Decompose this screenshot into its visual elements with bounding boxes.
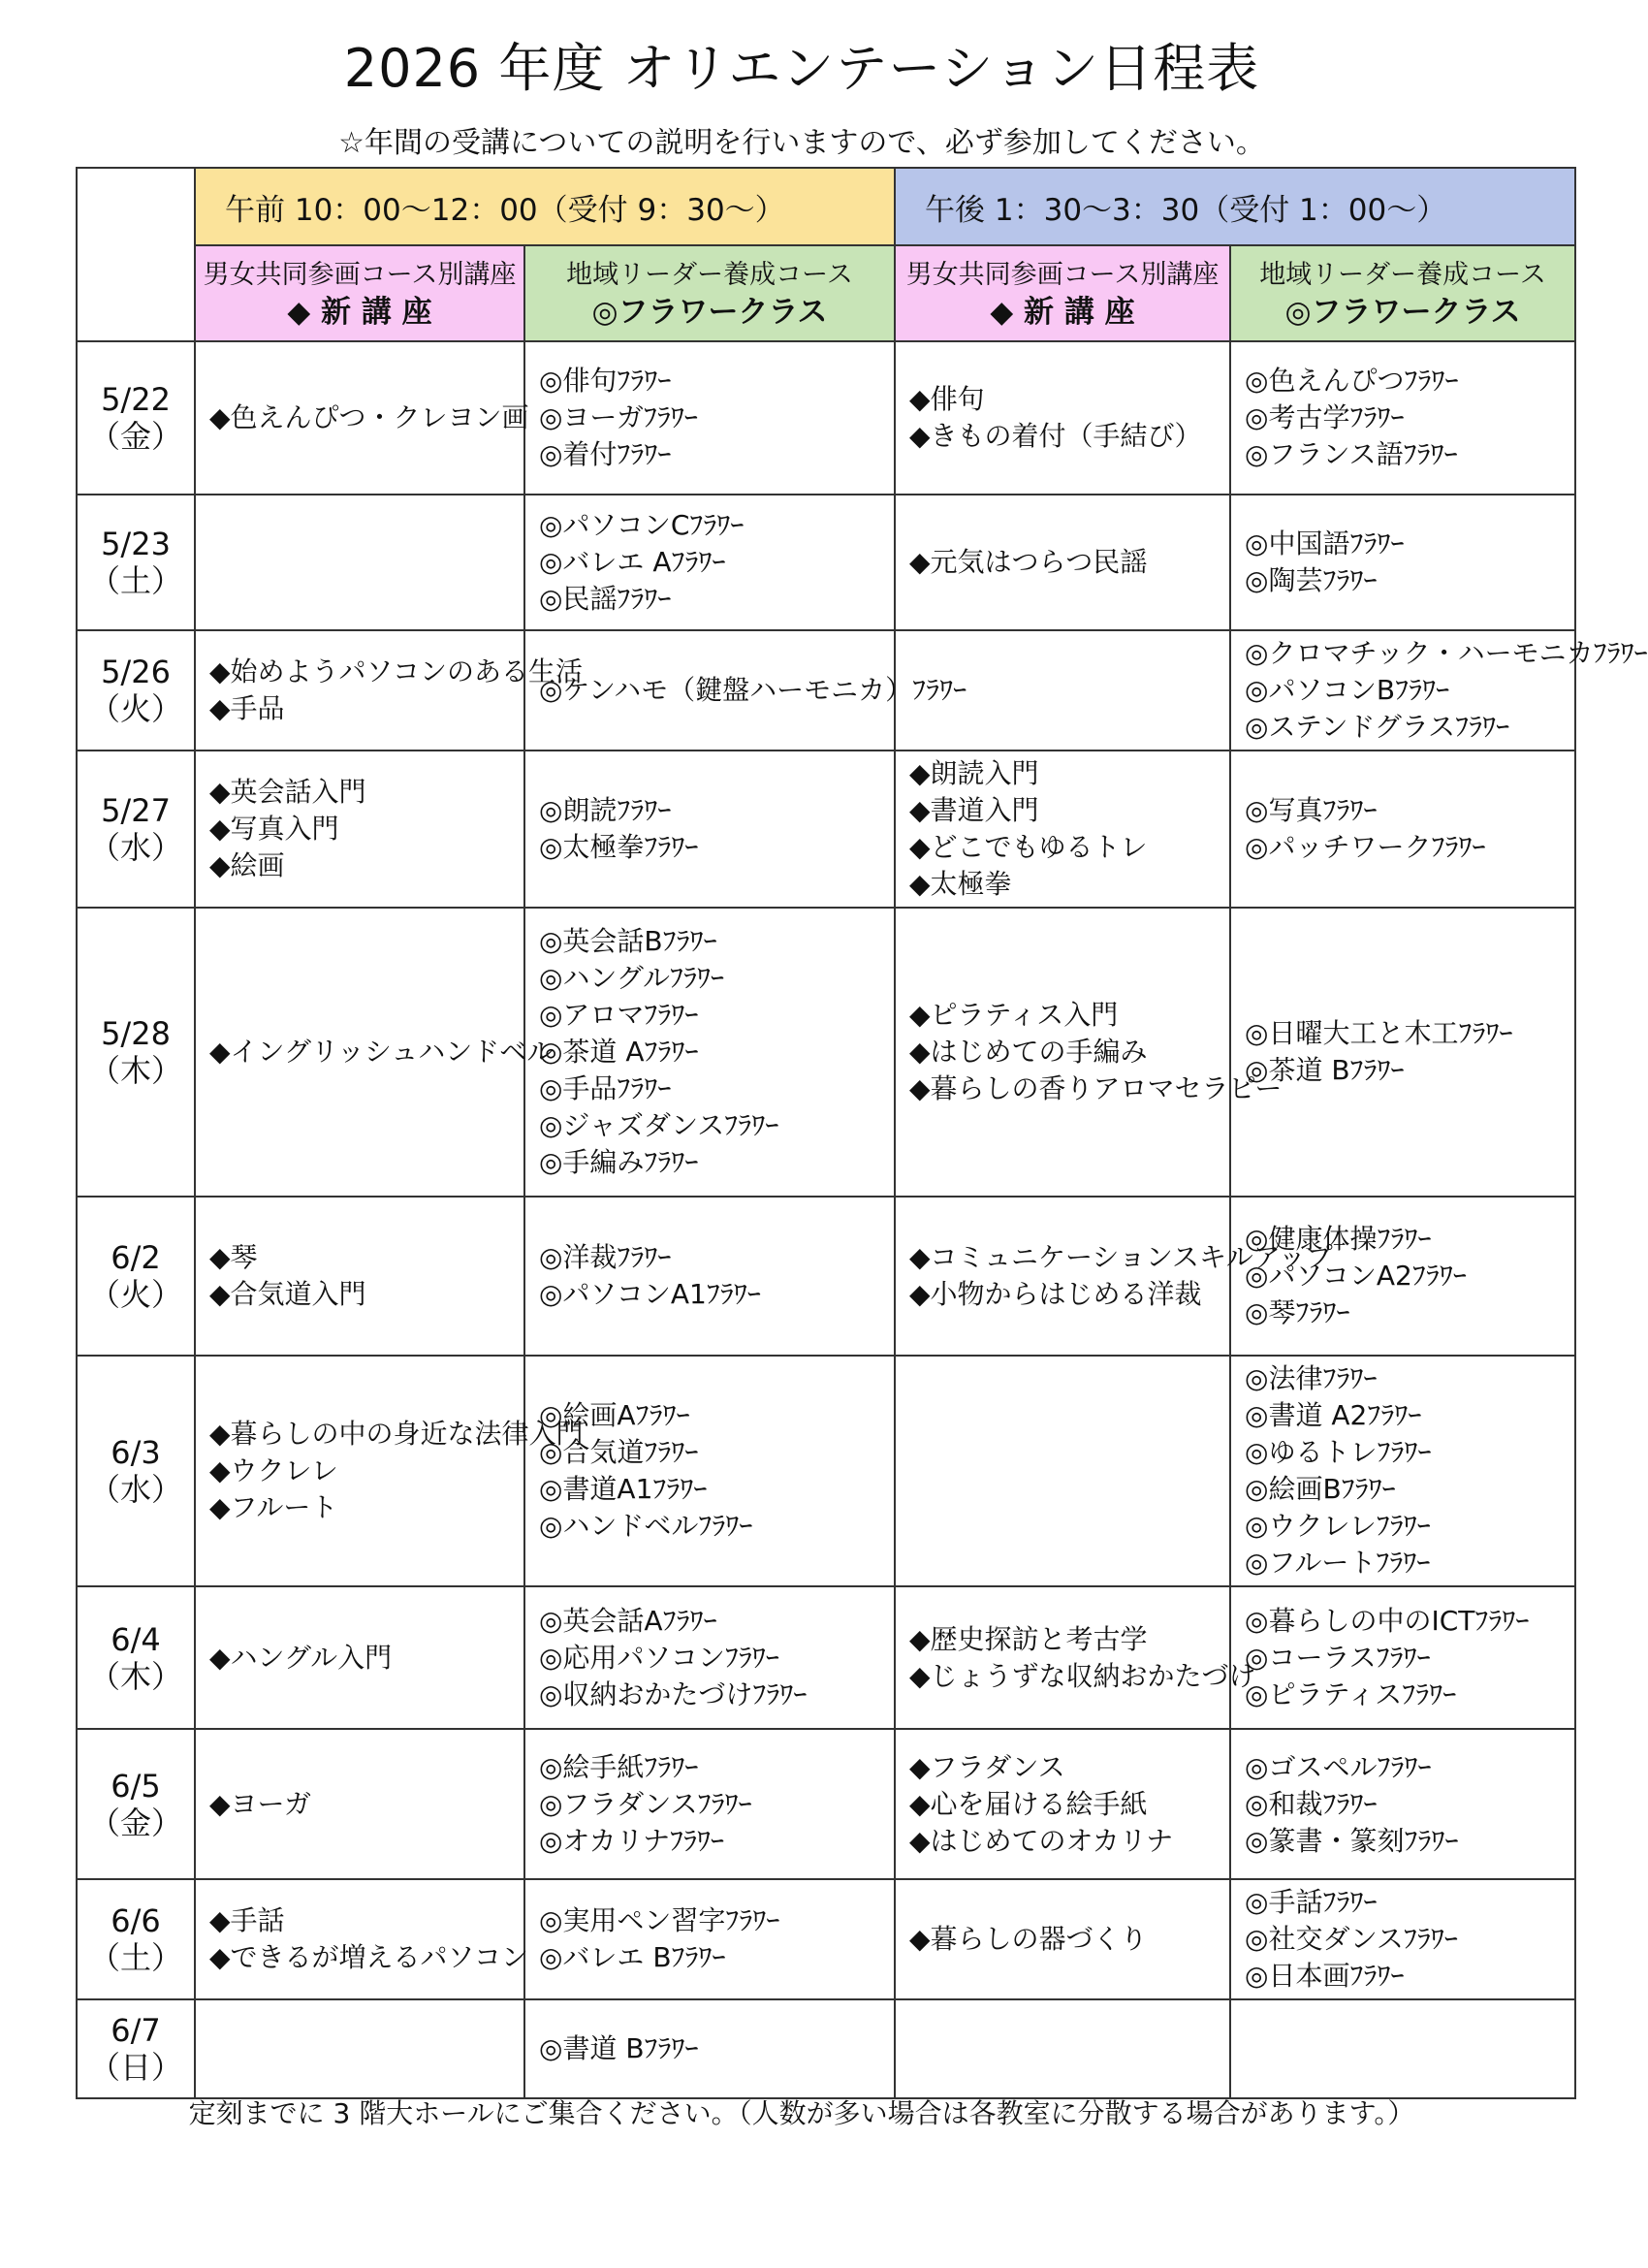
- weekday-label: （水）: [88, 829, 182, 866]
- date-cell: [77, 1586, 195, 1729]
- course-item: ◎アロマﾌﾗﾜｰ: [539, 999, 699, 1031]
- course-item: ◆写真入門: [209, 813, 339, 845]
- pm-new-cell: [895, 1729, 1230, 1879]
- am-new-cell: [195, 495, 524, 630]
- date-cell: [77, 1879, 195, 1999]
- schedule-row: [77, 495, 1575, 630]
- pm-flower-cell: [1230, 1586, 1575, 1729]
- am-new-cell: [195, 630, 583, 751]
- course-item: ◆色えんぴつ・クレヨン画: [209, 401, 529, 433]
- am-flower-cell: [524, 751, 895, 908]
- pm-flower-cell: [1230, 495, 1575, 630]
- course-item: ◆はじめての手編み: [909, 1036, 1148, 1068]
- date-cell: [77, 1729, 195, 1879]
- course-b-sublabel: ◎フラワークラス: [591, 294, 828, 330]
- pm-flower-cell: [1230, 1999, 1575, 2098]
- weekday-label: （金）: [88, 1804, 182, 1841]
- course-item: ◆暮らしの器づくり: [909, 1923, 1148, 1955]
- am-new-cell: [195, 1197, 524, 1356]
- schedule-row: [77, 751, 1575, 908]
- pm-flower-cell: [1230, 751, 1575, 908]
- pm-new-cell: [895, 1879, 1230, 1999]
- course-item: ◆はじめてのオカリナ: [909, 1824, 1174, 1857]
- course-item: ◎パソコンCﾌﾗﾜｰ: [539, 509, 745, 541]
- course-item: ◎暮らしの中のICTﾌﾗﾜｰ: [1245, 1604, 1530, 1637]
- am-flower-cell: [524, 1586, 895, 1729]
- course-item: ◎英会話Aﾌﾗﾜｰ: [539, 1604, 717, 1637]
- course-item: ◎パソコンBﾌﾗﾜｰ: [1245, 674, 1450, 706]
- course-item: ◎茶道 Aﾌﾗﾜｰ: [539, 1036, 699, 1068]
- date-label: 5/26: [101, 654, 171, 690]
- course-item: ◎ハングルﾌﾗﾜｰ: [539, 962, 725, 994]
- schedule-row: [77, 908, 1575, 1197]
- course-item: ◎応用パソコンﾌﾗﾜｰ: [539, 1641, 779, 1674]
- course-item: ◎ケンハモ（鍵盤ハーモニカ）ﾌﾗﾜｰ: [539, 674, 967, 706]
- course-item: ◎手品ﾌﾗﾜｰ: [539, 1072, 672, 1104]
- course-item: ◆ハングル入門: [209, 1641, 393, 1674]
- course-item: ◆合気道入門: [209, 1278, 366, 1310]
- course-item: ◎手編みﾌﾗﾜｰ: [539, 1146, 699, 1178]
- am-new-cell: [195, 751, 524, 908]
- date-cell: [77, 1197, 195, 1356]
- course-item: ◎着付ﾌﾗﾜｰ: [539, 438, 672, 470]
- course-item: ◎バレエ Bﾌﾗﾜｰ: [539, 1941, 726, 1973]
- date-cell: [77, 341, 195, 495]
- weekday-label: （火）: [88, 690, 182, 727]
- course-b-label: 地域リーダー養成コース: [566, 259, 853, 290]
- am-new-cell: [195, 1999, 524, 2098]
- weekday-label: （日）: [88, 2049, 182, 2086]
- date-label: 5/28: [101, 1015, 171, 1052]
- course-item: ◆書道入門: [909, 794, 1039, 826]
- course-item: ◎陶芸ﾌﾗﾜｰ: [1245, 564, 1378, 596]
- date-cell: [77, 1999, 195, 2098]
- date-label: 5/22: [101, 381, 171, 418]
- weekday-label: （木）: [88, 1657, 182, 1695]
- course-a-sublabel: ◆ 新 講 座: [990, 294, 1135, 330]
- date-label: 6/5: [111, 1767, 161, 1805]
- course-item: ◎ウクレレﾌﾗﾜｰ: [1245, 1510, 1431, 1542]
- course-item: ◎手話ﾌﾗﾜｰ: [1245, 1886, 1378, 1918]
- schedule-row: [77, 1586, 1575, 1729]
- course-item: ◆できるが増えるパソコン: [209, 1941, 528, 1973]
- course-a-sublabel: ◆ 新 講 座: [287, 294, 432, 330]
- course-item: ◆朗読入門: [909, 757, 1039, 789]
- course-item: ◎日曜大工と木工ﾌﾗﾜｰ: [1245, 1017, 1513, 1049]
- course-item: ◎民謡ﾌﾗﾜｰ: [539, 583, 672, 615]
- date-label: 6/6: [111, 1902, 161, 1939]
- course-item: ◎絵手紙ﾌﾗﾜｰ: [539, 1750, 699, 1783]
- course-item: ◎中国語ﾌﾗﾜｰ: [1245, 527, 1405, 559]
- course-item: ◎健康体操ﾌﾗﾜｰ: [1245, 1223, 1432, 1255]
- date-cell: [77, 751, 195, 908]
- date-cell: [77, 630, 195, 751]
- date-cell: [77, 1356, 195, 1586]
- am-new-cell: [195, 341, 529, 495]
- am-flower-cell: [524, 1999, 895, 2098]
- date-label: 6/3: [111, 1434, 161, 1471]
- course-item: ◎パソコンA1ﾌﾗﾜｰ: [539, 1278, 761, 1310]
- date-label: 6/2: [111, 1239, 161, 1276]
- course-item: ◎フランス語ﾌﾗﾜｰ: [1245, 438, 1458, 470]
- weekday-label: （木）: [88, 1052, 182, 1089]
- course-item: ◎俳句ﾌﾗﾜｰ: [539, 365, 672, 397]
- course-item: ◎書道 A2ﾌﾗﾜｰ: [1245, 1399, 1422, 1431]
- pm-new-cell: [895, 1356, 1230, 1586]
- course-item: ◎朗読ﾌﾗﾜｰ: [539, 794, 672, 826]
- course-a-label: 男女共同参画コース別講座: [905, 259, 1220, 290]
- course-item: ◎ステンドグラスﾌﾗﾜｰ: [1245, 711, 1510, 743]
- schedule-row: [77, 1197, 1575, 1356]
- course-item: ◎色えんぴつﾌﾗﾜｰ: [1245, 365, 1459, 397]
- course-item: ◎法律ﾌﾗﾜｰ: [1245, 1362, 1378, 1394]
- course-item: ◎合気道ﾌﾗﾜｰ: [539, 1436, 699, 1468]
- pm-new-cell: [895, 341, 1230, 495]
- course-item: ◎篆書・篆刻ﾌﾗﾜｰ: [1245, 1824, 1459, 1857]
- course-item: ◎クロマチック・ハーモニカﾌﾗﾜｰ: [1245, 637, 1648, 669]
- course-item: ◆ヨーガ: [209, 1787, 311, 1820]
- date-label: 5/23: [101, 526, 171, 562]
- course-item: ◎ゴスペルﾌﾗﾜｰ: [1245, 1750, 1432, 1783]
- course-item: ◎書道A1ﾌﾗﾜｰ: [539, 1473, 708, 1505]
- course-item: ◆ピラティス入門: [909, 999, 1119, 1031]
- course-item: ◆フルート: [209, 1491, 338, 1523]
- course-item: ◆絵画: [209, 849, 285, 881]
- date-label: 6/7: [111, 2012, 161, 2049]
- course-item: ◎フラダンスﾌﾗﾜｰ: [539, 1787, 752, 1820]
- pm-flower-cell: [1230, 630, 1648, 751]
- course-item: ◆心を届ける絵手紙: [909, 1787, 1148, 1820]
- course-item: ◎日本画ﾌﾗﾜｰ: [1245, 1960, 1405, 1992]
- schedule-row: [77, 1729, 1575, 1879]
- course-item: ◎考古学ﾌﾗﾜｰ: [1245, 401, 1405, 433]
- course-item: ◆暮らしの香りアロマセラピー: [909, 1072, 1283, 1104]
- course-item: ◎ヨーガﾌﾗﾜｰ: [539, 401, 698, 433]
- course-item: ◎洋裁ﾌﾗﾜｰ: [539, 1241, 672, 1273]
- am-new-cell: [195, 1879, 528, 1999]
- course-item: ◆太極拳: [909, 868, 1012, 900]
- course-item: ◎パッチワークﾌﾗﾜｰ: [1245, 831, 1486, 863]
- am-flower-cell: [524, 495, 895, 630]
- am-flower-course-header: [524, 245, 895, 341]
- pm-flower-cell: [1230, 341, 1575, 495]
- pm-new-cell: [895, 495, 1230, 630]
- course-b-label: 地域リーダー養成コース: [1259, 259, 1546, 290]
- footer-note: 定刻までに 3 階大ホールにご集合ください。（人数が多い場合は各教室に分散する場合があります。）: [188, 2097, 1415, 2129]
- course-item: ◎ピラティスﾌﾗﾜｰ: [1245, 1677, 1457, 1710]
- pm-new-course-header: [895, 245, 1230, 341]
- page-subtitle: ☆年間の受講についての説明を行いますので、必ず参加してください。: [338, 126, 1265, 160]
- pm-flower-cell: [1230, 908, 1575, 1197]
- course-item: ◎バレエ Aﾌﾗﾜｰ: [539, 546, 726, 578]
- course-item: ◎和裁ﾌﾗﾜｰ: [1245, 1787, 1378, 1820]
- course-item: ◆俳句: [909, 383, 985, 415]
- corner-cell: [77, 168, 195, 341]
- am-flower-cell: [524, 1197, 895, 1356]
- am-flower-cell: [524, 1879, 895, 1999]
- weekday-label: （水）: [88, 1471, 182, 1508]
- course-a-label: 男女共同参画コース別講座: [203, 259, 517, 290]
- course-item: ◆小物からはじめる洋裁: [909, 1278, 1202, 1310]
- pm-new-cell: [895, 908, 1283, 1197]
- am-new-course-header: [195, 245, 524, 341]
- pm-time-header: 午後 1：30～3：30（受付 1：00～）: [895, 168, 1575, 245]
- am-time-header: 午前 10：00～12：00（受付 9：30～）: [195, 168, 895, 245]
- pm-new-cell: [895, 751, 1230, 908]
- am-flower-cell: [524, 1356, 895, 1586]
- course-item: ◆きもの着付（手結び）: [909, 420, 1202, 452]
- weekday-label: （金）: [88, 418, 182, 455]
- pm-flower-cell: [1230, 1879, 1575, 1999]
- schedule-row: [77, 1999, 1575, 2098]
- course-item: ◆フラダンス: [909, 1750, 1065, 1783]
- course-item: ◎絵画Bﾌﾗﾜｰ: [1245, 1473, 1396, 1505]
- course-item: ◆元気はつらつ民謡: [909, 546, 1148, 578]
- pm-new-cell: [895, 1586, 1256, 1729]
- course-item: ◎英会話Bﾌﾗﾜｰ: [539, 925, 717, 957]
- weekday-label: （土）: [88, 562, 182, 599]
- course-item: ◆手話: [209, 1904, 285, 1936]
- course-item: ◎ジャズダンスﾌﾗﾜｰ: [539, 1109, 779, 1141]
- course-item: ◆暮らしの中の身近な法律入門: [209, 1418, 584, 1450]
- course-item: ◎ゆるトレﾌﾗﾜｰ: [1245, 1436, 1432, 1468]
- weekday-label: （火）: [88, 1276, 182, 1313]
- course-item: ◆手品: [209, 692, 285, 724]
- schedule-row: [77, 1356, 1575, 1586]
- date-cell: [77, 908, 195, 1197]
- pm-flower-cell: [1230, 1356, 1575, 1586]
- course-item: ◆ウクレレ: [209, 1454, 338, 1486]
- am-new-cell: [195, 1586, 524, 1729]
- time-header-row: [77, 168, 1575, 245]
- course-item: ◎ハンドベルﾌﾗﾜｰ: [539, 1510, 753, 1542]
- page-title: 2026 年度 オリエンテーション日程表: [343, 38, 1260, 99]
- course-item: ◎収納おかたづけﾌﾗﾜｰ: [539, 1677, 808, 1710]
- am-new-cell: [195, 1729, 524, 1879]
- schedule-row: [77, 341, 1575, 495]
- course-b-sublabel: ◎フラワークラス: [1284, 294, 1521, 330]
- course-item: ◆始めようパソコンのある生活: [209, 655, 583, 687]
- course-item: ◎フルートﾌﾗﾜｰ: [1245, 1547, 1431, 1579]
- course-item: ◎琴ﾌﾗﾜｰ: [1245, 1296, 1350, 1328]
- pm-new-cell: [895, 1999, 1230, 2098]
- pm-flower-course-header: [1230, 245, 1575, 341]
- am-flower-cell: [524, 908, 895, 1197]
- date-cell: [77, 495, 195, 630]
- course-item: ◎社交ダンスﾌﾗﾜｰ: [1245, 1923, 1458, 1955]
- weekday-label: （土）: [88, 1939, 182, 1976]
- schedule-row: [77, 630, 1575, 751]
- course-header-row: [77, 245, 1575, 341]
- pm-flower-cell: [1230, 1729, 1575, 1879]
- am-flower-cell: [524, 341, 895, 495]
- course-item: ◎茶道 Bﾌﾗﾜｰ: [1245, 1054, 1405, 1086]
- course-item: ◆じょうずな収納おかたづけ: [909, 1659, 1256, 1692]
- course-item: ◎実用ペン習字ﾌﾗﾜｰ: [539, 1904, 780, 1936]
- am-new-cell: [195, 908, 555, 1197]
- course-item: ◎絵画Aﾌﾗﾜｰ: [539, 1399, 690, 1431]
- am-flower-cell: [524, 1729, 895, 1879]
- pm-flower-cell: [1230, 1197, 1575, 1356]
- am-flower-cell: [524, 630, 967, 751]
- course-item: ◎オカリナﾌﾗﾜｰ: [539, 1824, 725, 1857]
- date-label: 6/4: [111, 1620, 161, 1658]
- course-item: ◆どこでもゆるトレ: [909, 831, 1148, 863]
- course-item: ◆コミュニケーションスキルアップ: [909, 1241, 1333, 1273]
- course-item: ◆イングリッシュハンドベル: [209, 1036, 555, 1068]
- date-label: 5/27: [101, 792, 171, 829]
- course-item: ◎太極拳ﾌﾗﾜｰ: [539, 831, 699, 863]
- course-item: ◎写真ﾌﾗﾜｰ: [1245, 794, 1378, 826]
- schedule-row: [77, 1879, 1575, 1999]
- course-item: ◎コーラスﾌﾗﾜｰ: [1245, 1641, 1431, 1674]
- course-item: ◆琴: [209, 1241, 258, 1273]
- course-item: ◆歴史探訪と考古学: [909, 1622, 1148, 1655]
- course-item: ◆英会話入門: [209, 776, 366, 808]
- course-item: ◎パソコンA2ﾌﾗﾜｰ: [1245, 1260, 1467, 1292]
- am-new-cell: [195, 1356, 584, 1586]
- schedule-table: [76, 167, 1648, 2099]
- course-item: ◎書道 Bﾌﾗﾜｰ: [539, 2032, 699, 2064]
